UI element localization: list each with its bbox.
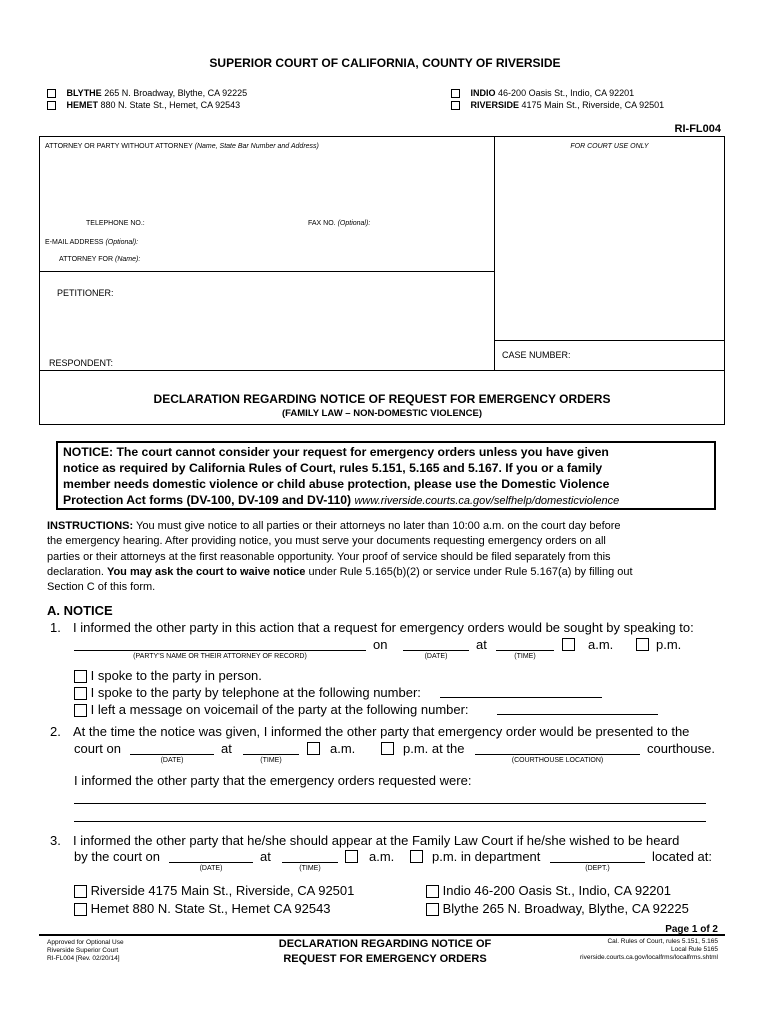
instructions-line (47, 565, 723, 580)
date-caption: (DATE) (160, 757, 184, 764)
footer-title-line: REQUEST FOR EMERGENCY ORDERS (283, 953, 487, 965)
option-label: Blythe 265 N. Broadway, Blythe, CA 92225 (442, 901, 689, 916)
caption-box (39, 136, 725, 425)
approved-line: RI-FL004 [Rev. 02/20/14] (47, 955, 120, 962)
location-name: INDIO (470, 88, 496, 98)
location-blythe (47, 87, 247, 99)
location-address: 880 N. State St., Hemet, CA 92543 (100, 100, 241, 110)
pm-at-label: p.m. at the (403, 741, 465, 756)
time-field-1[interactable] (496, 650, 554, 651)
instructions-label: INSTRUCTIONS: (47, 520, 134, 532)
at-label: at (260, 849, 271, 864)
court-use-label: FOR COURT USE ONLY (570, 143, 649, 150)
option-label: Indio 46-200 Oasis St., Indio, CA 92201 (442, 883, 671, 898)
item2-number: 2. (50, 724, 61, 739)
time-caption: (TIME) (514, 653, 536, 660)
option-voicemail[interactable] (74, 701, 469, 718)
option-indio[interactable] (426, 882, 689, 900)
orders-requested-field-2[interactable] (74, 821, 706, 822)
am-checkbox-3[interactable] (345, 848, 358, 866)
am-label: a.m. (369, 849, 395, 864)
option-blythe[interactable] (426, 900, 689, 918)
respondent-label: RESPONDENT: (49, 358, 114, 368)
location-list-right (451, 87, 664, 111)
courthouse-label: courthouse. (647, 741, 715, 756)
date-field-2[interactable] (130, 754, 214, 755)
attorney-for-label (59, 256, 140, 263)
party-name-caption: (PARTY'S NAME OR THEIR ATTORNEY OF RECORD) (133, 653, 307, 660)
option-label: I spoke to the party by telephone at the following number: (90, 685, 421, 700)
checkbox-box[interactable] (426, 903, 439, 916)
location-indio (451, 87, 664, 99)
item3-text: I informed the other party that he/she should appear at the Family Law Court if he/she wished to be heard (73, 833, 680, 848)
courthouse-options-right (426, 882, 689, 918)
am-label: a.m. (330, 741, 356, 756)
checkbox-box[interactable] (562, 638, 575, 651)
party-divider (39, 271, 494, 272)
by-court-on-label: by the court on (74, 849, 160, 864)
rules-link[interactable]: riverside.courts.ca.gov/localfrms/localfrms.shtml (580, 954, 718, 961)
location-list-left (47, 87, 247, 111)
notice-line4: Protection Act forms (DV-100, DV-109 and DV-110) (63, 493, 352, 507)
telephone-label: TELEPHONE NO.: (86, 220, 145, 227)
form-number: RI-FL004 (674, 123, 721, 135)
date-field-1[interactable] (403, 650, 469, 651)
notice-line (63, 492, 619, 509)
time-caption: (TIME) (299, 865, 321, 872)
instructions-line: parties or their attorneys at the first reasonable opportunity. Your proof of service should be filed separately from this (47, 550, 611, 563)
at-label: at (476, 637, 487, 652)
attorney-for-hint: (Name): (115, 256, 141, 263)
instructions-waive: You may ask the court to waive notice (106, 565, 306, 578)
dept-caption: (DEPT.) (585, 865, 610, 872)
location-address: 46-200 Oasis St., Indio, CA 92201 (498, 88, 635, 98)
location-hemet (47, 99, 247, 111)
petitioner-label: PETITIONER: (57, 288, 114, 298)
am-checkbox-1[interactable] (562, 636, 575, 654)
option-label: Riverside 4175 Main St., Riverside, CA 92501 (90, 883, 355, 898)
email-label-hint: (Optional): (105, 239, 139, 246)
pm-checkbox-3[interactable] (410, 848, 423, 866)
am-checkbox-2[interactable] (307, 740, 320, 758)
time-caption: (TIME) (260, 757, 282, 764)
item1-text: I informed the other party in this action that a request for emergency orders would be sought by speaking to: (73, 620, 694, 635)
approved-block (47, 939, 124, 963)
attorney-for-text: ATTORNEY FOR (59, 256, 114, 263)
approved-line: Riverside Superior Court (47, 947, 119, 954)
on-label: on (373, 637, 388, 652)
title-divider (39, 370, 725, 371)
item1-number: 1. (50, 620, 61, 635)
option-riverside[interactable] (74, 882, 354, 900)
location-address: 4175 Main St., Riverside, CA 92501 (521, 100, 665, 110)
instructions-line (47, 519, 723, 534)
checkbox-box[interactable] (74, 704, 87, 717)
date-caption: (DATE) (199, 865, 223, 872)
checkbox-box[interactable] (74, 903, 87, 916)
form-title: DECLARATION REGARDING NOTICE OF REQUEST FOR EMERGENCY ORDERS (153, 392, 611, 406)
pm-dept-label: p.m. in department (432, 849, 541, 864)
location-name: HEMET (66, 100, 99, 110)
fax-label-text: FAX NO. (308, 220, 336, 227)
checkbox-box[interactable] (426, 885, 439, 898)
blythe-checkbox[interactable] (47, 89, 56, 98)
orders-requested-text: I informed the other party that the emergency orders requested were: (74, 773, 472, 788)
footer-rule (39, 934, 725, 936)
court-on-label: court on (74, 741, 121, 756)
voicemail-number-field[interactable] (497, 714, 658, 715)
checkbox-box[interactable] (410, 850, 423, 863)
notice-text (63, 444, 619, 509)
located-label: located at: (652, 849, 712, 864)
item2-text: At the time the notice was given, I informed the other party that emergency order would be presented to the (73, 724, 690, 739)
option-label: I left a message on voicemail of the party at the following number: (90, 702, 469, 717)
instructions (47, 519, 723, 595)
instructions-line: the emergency hearing. After providing notice, you must serve your documents requesting emergency orders on all (47, 535, 606, 548)
option-hemet[interactable] (74, 900, 354, 918)
pm-checkbox-1[interactable] (636, 636, 649, 654)
rules-block (580, 938, 718, 962)
pm-checkbox-2[interactable] (381, 740, 394, 758)
checkbox-box[interactable] (381, 742, 394, 755)
location-name: BLYTHE (66, 88, 102, 98)
fax-label-hint: (Optional): (337, 220, 371, 227)
time-field-3[interactable] (282, 862, 338, 863)
date-caption: (DATE) (424, 653, 448, 660)
checkbox-box[interactable] (74, 670, 87, 683)
case-number-divider (494, 340, 725, 341)
option-in-person[interactable] (74, 667, 469, 684)
riverside-checkbox[interactable] (451, 101, 460, 110)
rules-line: Local Rule 5165 (671, 946, 718, 953)
at-label: at (221, 741, 232, 756)
option-label: I spoke to the party in person. (90, 668, 262, 683)
notice-line: notice as required by California Rules of Court, rules 5.151, 5.165 and 5.167. If you or a family (63, 461, 603, 475)
orders-requested-field-1[interactable] (74, 803, 706, 804)
location-name: RIVERSIDE (470, 100, 520, 110)
email-label (45, 239, 138, 246)
party-name-field[interactable] (74, 650, 366, 651)
case-number-label: CASE NUMBER: (502, 350, 571, 360)
page-number: Page 1 of 2 (665, 924, 718, 935)
pm-label: p.m. (656, 637, 682, 652)
item3-number: 3. (50, 833, 61, 848)
hemet-checkbox[interactable] (47, 101, 56, 110)
checkbox-box[interactable] (74, 885, 87, 898)
fax-label (308, 220, 370, 227)
checkbox-box[interactable] (74, 687, 87, 700)
caption-divider (494, 136, 495, 370)
form-subtitle: (FAMILY LAW – NON-DOMESTIC VIOLENCE) (281, 408, 483, 419)
courthouse-caption: (COURTHOUSE LOCATION) (511, 757, 604, 764)
time-field-2[interactable] (243, 754, 299, 755)
instructions-text: under Rule 5.165(b)(2) or service under Rule 5.167(a) by filling out (308, 565, 633, 578)
approved-line: Approved for Optional Use (47, 939, 124, 946)
attorney-label-hint: (Name, State Bar Number and Address) (194, 143, 319, 150)
checkbox-box[interactable] (307, 742, 320, 755)
checkbox-box[interactable] (345, 850, 358, 863)
department-field[interactable] (550, 862, 645, 863)
indio-checkbox[interactable] (451, 89, 460, 98)
location-riverside (451, 99, 664, 111)
date-field-3[interactable] (169, 862, 253, 863)
attorney-label-text: ATTORNEY OR PARTY WITHOUT ATTORNEY (45, 143, 193, 150)
location-address: 265 N. Broadway, Blythe, CA 92225 (104, 88, 248, 98)
email-label-text: E-MAIL ADDRESS (45, 239, 104, 246)
notice-line: NOTICE: The court cannot consider your request for emergency orders unless you have given (63, 445, 609, 459)
attorney-label (45, 143, 319, 150)
option-label: Hemet 880 N. State St., Hemet CA 92543 (90, 901, 331, 916)
courthouse-field[interactable] (475, 754, 640, 755)
section-a-heading: A. NOTICE (47, 603, 113, 618)
instructions-text: declaration. (47, 565, 104, 578)
footer-title-line: DECLARATION REGARDING NOTICE OF (278, 938, 492, 950)
contact-options (74, 667, 469, 718)
rules-line: Cal. Rules of Court, rules 5.151, 5.165 (607, 938, 718, 945)
checkbox-box[interactable] (636, 638, 649, 651)
telephone-number-field[interactable] (440, 697, 602, 698)
court-title: SUPERIOR COURT OF CALIFORNIA, COUNTY OF RIVERSIDE (209, 56, 561, 70)
footer-title (230, 937, 540, 967)
instructions-text: You must give notice to all parties or their attorneys no later than 10:00 a.m. on the court day before (136, 520, 621, 532)
instructions-line: Section C of this form. (47, 581, 156, 594)
am-label: a.m. (588, 637, 614, 652)
courthouse-options-left (74, 882, 354, 918)
notice-line: member needs domestic violence or child abuse protection, please use the Domestic Violence (63, 477, 610, 491)
option-telephone[interactable] (74, 684, 469, 701)
notice-url[interactable]: www.riverside.courts.ca.gov/selfhelp/domesticviolence (354, 495, 620, 507)
